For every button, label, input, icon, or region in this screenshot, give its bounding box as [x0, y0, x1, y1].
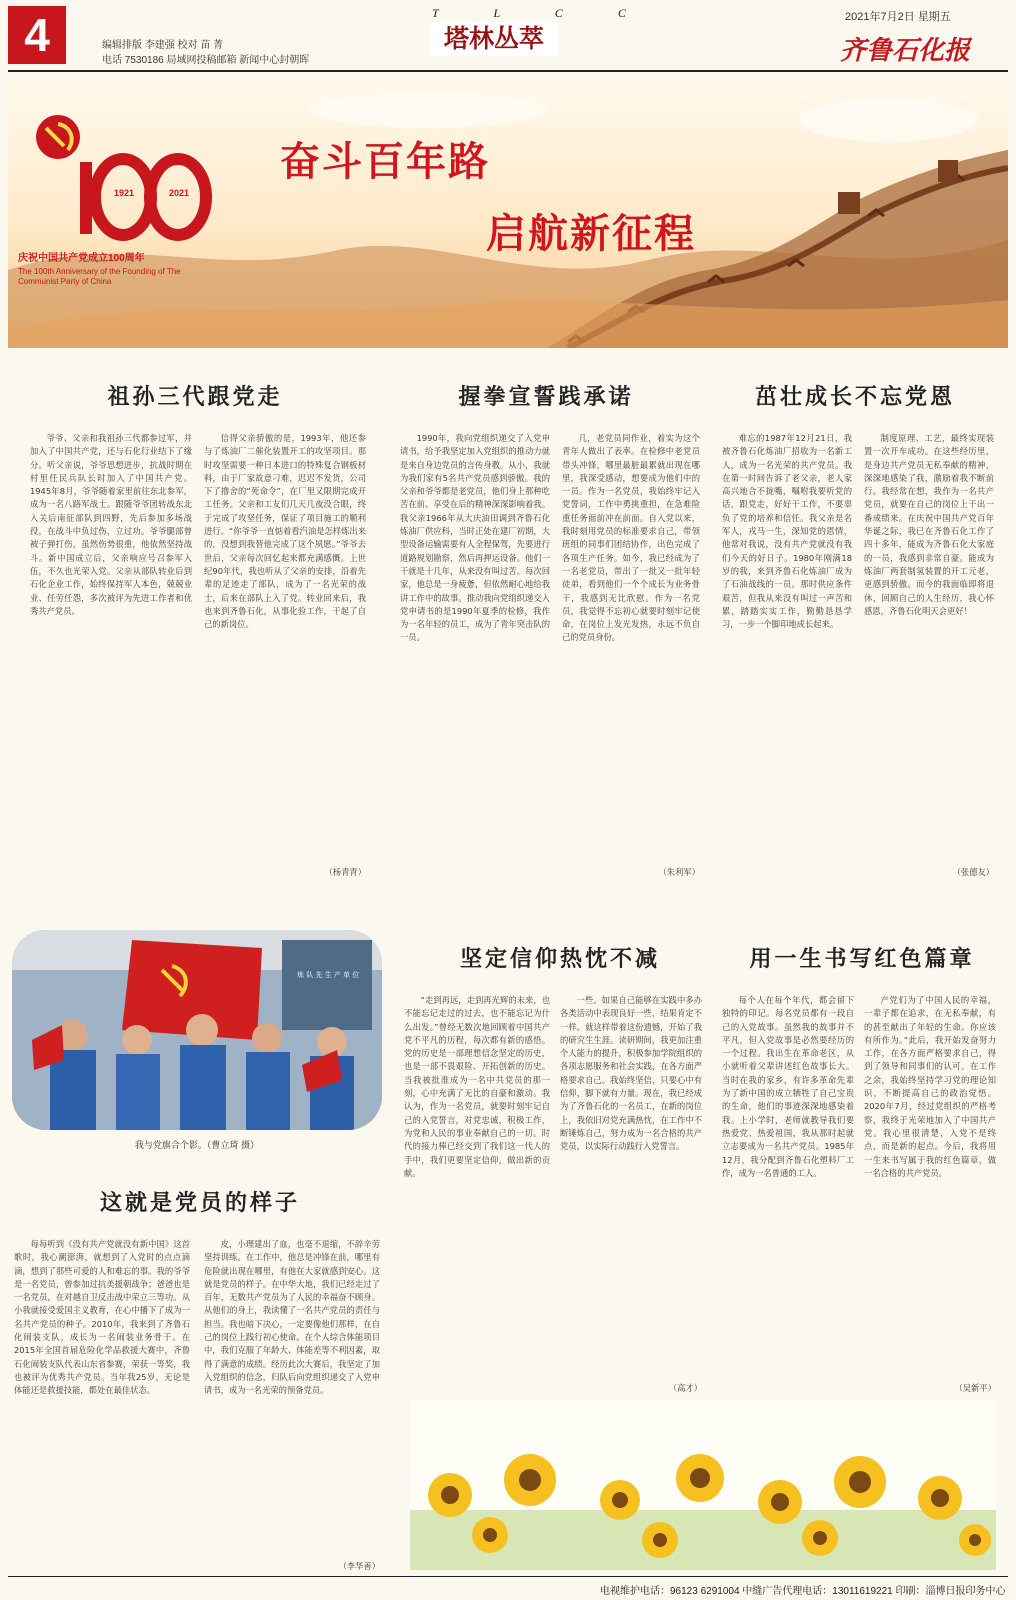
- article-column: 每个人在每个年代，都会留下独特的印记。每名党员都有一段自己的入党故事。虽然我的故事并不平凡，但入党故事是必然要经历的一个过程。我出生在革命老区，从小就听着父辈讲述红色故事长大。当时在我的家乡，有许多革命先辈为了新中国的成立牺牲了自己宝贵的生命，他们的事迹深深地感染着我。上小学时，老师就教导我们要热爱党、热爱祖国，我从那时起就立志要成为一名共产党员。1985年12月，我分配到齐鲁石化塑料厂工作，成为一名普通的工人。: [722, 995, 854, 1178]
- article-column: 每每听到《没有共产党就没有新中国》这首歌时，我心潮澎湃，就想到了入党时的点点滴滴，想到了那些可爱的人和难忘的事。我的爷爷是一名党员，曾参加过抗美援朝战争；爸爸也是一名党员，在对越自卫反击战中荣立三等功。从小我就接受爱国主义教育，在心中播下了成为一名共产党员的种子。2010年，我来到了齐鲁石化闹装支队，成长为一名闹装业务骨干。在2015年全国首届危险化学品救援大赛中，齐鲁石化闹装支队代表山东省参赛，荣获一等奖，我也被评为优秀共产党员。当年我25岁，无论是体能还是救援技能，都处在最佳状态。: [14, 1239, 190, 1396]
- article-signature: （朱利军）: [658, 867, 700, 877]
- photo-wall-sign: 炼 队 先 生 产 单 位: [297, 971, 360, 979]
- banner-headline-1: 奋斗百年路: [280, 139, 490, 185]
- article-column: 爷爷、父亲和我祖孙三代都参过军，并加入了中国共产党，还与石化行业结下了缘分。听父亲说，爷爷思想进步，抗战时期在村里任民兵队长时加入了中国共产党。1945年8月，爷爷随着家里前往东北参军，成为一名八路军战士。跟随爷爷团转战东北入关后南征部队到四野，先后参加多场战役，在战斗中负过伤，立过功。爷爷腿部曾被子弹打伤，虽然伤势很重，他依然坚持战斗。新中国成立后，父亲响应号召参军入伍，不久也光荣入党。父亲从部队转业后到石化企业工作，始终保持军人本色，兢兢业业、任劳任怨，多次被评为先进工作者和优秀共产党员。: [30, 433, 192, 616]
- article-signature: （张德友）: [952, 867, 994, 877]
- section-english: T L C C: [432, 6, 652, 20]
- banner-headline-2: 启航新征程: [486, 211, 696, 257]
- article-title: 这就是党员的样子: [99, 1191, 300, 1216]
- sunflower-illustration: [410, 1400, 996, 1570]
- section-title: 塔林丛萃: [430, 22, 558, 56]
- article-column: 几，老党员同作业，着实为这个青年人做出了表率。在检修中老党员带头冲锋，哪里最脏最累就出现在哪里，我深受感动，想要成为他们中的一员。作为一名党员，我始终牢记入党誓词，工作中勇挑重担，在急难险重任务面前冲在前面。自入党以来，我时刻用党员的标准要求自己，带领班组的同事们团结协作，出色完成了各项生产任务。如今，我已经成为了一名老党员，带出了一批又一批年轻徒弟，看到他们一个个成长为业务骨干，我感到无比欣慰。作为一名党员，我觉得不忘初心就要时刻牢记使命，在岗位上发光发热，永远不负自己的党员身份。: [562, 433, 700, 643]
- article-column: 一些。如果自己能够在实践中多办各类活动中表现良好一些，结果肯定不一样。就这样带着这份遗憾，开始了我的研究生生涯。读研期间，我更加注重个人能力的提升，积极参加学院组织的各项志愿服务和社会实践，在各方面严格要求自己。我始终坚信，只要心中有信仰，脚下就有力量。现在，我已经成为了齐鲁石化的一名员工，在新的岗位上，我依旧对党充满热忱，在工作中不断锤炼自己，努力成为一名合格的共产党员，以实际行动践行入党誓言。: [560, 995, 702, 1152]
- article-signature: （杨青青）: [324, 867, 366, 877]
- photo-illustration: [12, 930, 382, 1130]
- logo-year-end: 2021: [168, 188, 190, 198]
- article-column: 难忘的1987年12月21日，我被齐鲁石化炼油厂招收为一名新工人，成为一名光荣的共产党员。我在第一时间告诉了老父亲，老人家高兴地合不拢嘴，嘱咐我要听党的话，跟党走，好好干工作，不要辜负了党的培养和信任。我父亲是名军人，戎马一生，深知党的恩情，他常对我说，没有共产党就没有我们今天的好日子。1980年刚满18岁的我，来到齐鲁石化炼油厂成为了石油战线的一员。那时供应条件艰苦，但我从来没有叫过一声苦和累，踏踏实实工作，勤勤恳恳学习，一步一个脚印地成长起来。: [722, 433, 852, 630]
- article-column: 信得父亲骄傲的是，1993年，他还参与了炼油厂二催化装置开工的攻坚项目。那时攻坚需要一种日本进口的特殊复合钢板材料，由于厂家故意刁难，迟迟不发货，公司下了撸舍的“死命令”，在厂里又限期完成开工任务。父亲和工友们几天几夜没合眼，终于完成了攻坚任务，保证了项目施工的顺利进行。“你爷爷一直惦着看汽油是怎样炼出来的，没想到我替他完成了这个夙愿。”爷爷去世后，父亲每次回忆起来都充满感慨。上世纪90年代，我也听从了父亲的安排，沿着先辈的足迹走了部队，成为了一名光荣的战士，后来在部队上入了党。转业回来后，我也来到齐鲁石化，从事化验工作，干起了自己的新岗位。: [204, 433, 366, 630]
- article-title: 茁壮成长不忘党恩: [754, 385, 955, 410]
- hammer-sickle-icon: [18, 92, 218, 252]
- newspaper-name: 齐鲁石化报: [840, 36, 971, 66]
- article-title: 握拳宣誓践承诺: [458, 385, 634, 410]
- editor-line: 编辑排版 李建强 校对 苗 菁: [102, 40, 224, 51]
- article-signature: （高才）: [668, 1383, 702, 1393]
- logo-english: The 100th Anniversary of the Founding of The Communist Party of China: [18, 267, 181, 286]
- article-column: 产党们为了中国人民的幸福，一辈子都在追求，在无私奉献，有的甚至献出了年轻的生命。你应该有所作为。”此后，我开始发奋努力工作，在各方面严格要求自己，得到了领导和同事们的认可。在工作之余，我始终坚持学习党的理论知识，不断提高自己的政治觉悟。2020年7月，经过党组织的严格考察，我终于光荣地加入了中国共产党。我心里很清楚，入党不是终点，而是新的起点。今后，我将用一生来书写属于我的红色篇章，做一名合格的共产党员。: [864, 995, 996, 1178]
- article-column: “走到再远，走到再光辉的未来，也不能忘记走过的过去，也不能忘记为什么出发。”曾经无数次地回顾着中国共产党不平凡的历程，每次都有新的感悟。党的历史是一部理想信念坚定的历史，也是一部不畏艰险、开拓创新的历史。当我被批准成为一名中共党员的那一刻，心中充满了无比的自豪和激动。我认为，作为一名党员，就要时刻牢记自己的入党誓言，对党忠诚，积极工作，为党和人民的事业奉献自己的一切。时代的接力棒已经交到了我们这一代人的手中，我们更要坚定信仰，做出新的贡献。: [404, 995, 550, 1178]
- article-title: 祖孙三代跟党走: [107, 385, 283, 410]
- centenary-logo: [18, 92, 218, 252]
- article-title: 用一生书写红色篇章: [749, 947, 975, 972]
- centenary-banner: [8, 80, 1008, 348]
- article-signature: （李华善）: [338, 1561, 380, 1571]
- logo-year-start: 1921: [113, 188, 135, 198]
- logo-subtitle: 庆祝中国共产党成立100周年: [18, 253, 145, 264]
- article-signature: （吴新平）: [954, 1383, 996, 1393]
- phone-line: 电话 7530186 局域网投稿邮箱 新闻中心封朝晖: [102, 55, 310, 66]
- article-title: 坚定信仰热忱不减: [459, 947, 660, 972]
- header-rule: [8, 70, 1008, 72]
- photo-caption: 我与党旗合个影。（曹立琦 摄）: [134, 1141, 260, 1151]
- logo-number: [18, 92, 19, 93]
- article-column: 1990年，我向党组织递交了入党申请书，给予我坚定加入党组织的推动力就是来自身边党员的言传身教。从小，我就为我们家有5名共产党员感到骄傲。我的父亲和爷爷都是老党员，他们身上那种吃苦在前、享受在后的精神深深影响着我。我父亲1966年从大庆油田调到齐鲁石化炼油厂供应科，当时正处在建厂初期，大型设备运输需要有人全程保驾，先要进行道路规划勘察，然后再押运设备。他们一干就是十几年，从来没有叫过苦。每次回家，他总是一身疲惫，但依然耐心地给我讲工作中的故事。推动我向党组织递交入党申请书的是1990年夏季的检修，我作为一名年轻的员工，成为了青年突击队的一员。: [400, 433, 550, 643]
- sunflower-image: [410, 1400, 996, 1570]
- issue-date: 2021年7月2日 星期五: [845, 11, 951, 23]
- footer-rule: [8, 1576, 1008, 1577]
- article-column: 皮，小理建出了血，也毫不退缩，不辞辛劳坚持训练。在工作中，他总是冲锋在前，哪里有危险就出现在哪里，有他在大家就感到安心。这就是党员的样子。在中华大地，我们已经走过了百年，无数共产党员为了人民的幸福奋不顾身。从他们的身上，我读懂了一名共产党员的责任与担当。我也暗下决心，一定要像他们那样，在自己的岗位上践行初心使命。在个人综合体能项目中，我们克服了年龄大、体能差等不利因素，取得了满意的成绩。经历此次大赛后，我坚定了加入党组织的信念，归队后向党组织递交了入党申请书，成为一名光荣的预备党员。: [204, 1239, 380, 1396]
- page-number: 4: [8, 6, 66, 64]
- article-column: 制度原理、工艺，最终实现装置一次开车成功。在这些经历里，是身边共产党员无私奉献的精神，深深地感染了我，激励着我不断前行。我经常在想，我作为一名共产党员，就要在自己的岗位上干出一番成绩来。在庆祝中国共产党百年华诞之际，我已在齐鲁石化工作了四十多年，能成为齐鲁石化大家庭的一员，我感到非常自豪。能成为炼油厂两套制氢装置的开工元老，更感到骄傲。而今的我面临即将退休，回顾自己的人生经历，我心怀感恩，齐鲁石化明天会更好！: [864, 433, 994, 616]
- footer-contact: 电视维护电话：96123 6291004 中缝广告代理电话：13011619221 印刷：淄博日报印务中心: [600, 1586, 1006, 1597]
- party-flag-photo: [12, 930, 382, 1130]
